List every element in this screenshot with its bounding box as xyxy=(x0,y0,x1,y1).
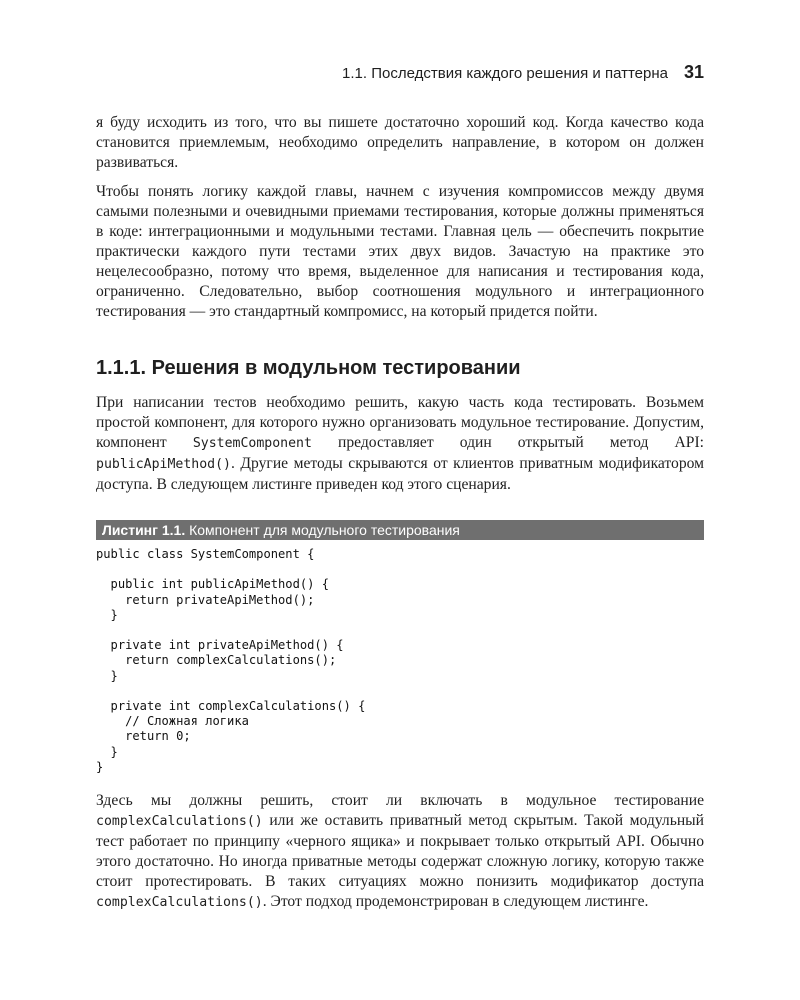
running-header xyxy=(96,62,704,88)
paragraph-3-text-1: При написании тестов необходимо решить, какую часть кода тестировать. Возьмем простой компонент, для которого нужно организовать модульное тестирование. Допустим, компонент xyxy=(96,394,704,451)
listing-title: Компонент для модульного тестирования xyxy=(189,522,460,538)
paragraph-3-text-3: . Другие методы скрываются от клиентов приватным модификатором доступа. В следующем листинге приведен код этого сценария. xyxy=(96,455,704,493)
inline-code-public-api-method: publicApiMethod() xyxy=(96,457,231,472)
paragraph-4-text-3: . Этот подход продемонстрирован в следующем листинге. xyxy=(262,893,649,910)
listing-label: Листинг 1.1. xyxy=(102,522,186,538)
code-listing: public class SystemComponent { public int publicApiMethod() { return privateApiMethod(); } private int privateApiMethod() { return complexCalculations(); } private int complexCalculations() { // Сложная логика return 0; } } xyxy=(96,547,366,774)
paragraph-4-text-1: Здесь мы должны решить, стоит ли включать в модульное тестирование xyxy=(96,792,704,809)
paragraph-4-text-2: или же оставить приватный метод скрытым. Такой модульный тест работает по принципу «черного ящика» и покрывает только открытый API. Обычно этого достаточно. Но иногда приватные методы содержат сложную логику, которую также стоит протестировать. В таких ситуациях можно понизить модификатор доступа xyxy=(96,812,704,890)
page-number: 31 xyxy=(683,62,704,82)
inline-code-system-component: SystemComponent xyxy=(192,436,312,451)
paragraph-4 xyxy=(96,791,704,913)
section-heading: 1.1.1. Решения в модульном тестировании xyxy=(96,357,521,379)
inline-code-complex-calculations: complexCalculations() xyxy=(96,814,263,829)
paragraph-2: Чтобы понять логику каждой главы, начнем с изучения компромиссов между двумя самыми полезными и очевидными приемами тестирования, которые должны применяться в коде: интеграционными и модульными тестами. Главная цель — обеспечить покрытие практически каждого пути тестами этих двух видов. Зачастую на практике это нецелесообразно, потому что время, выделенное для написания и тестирования кода, ограниченно. Следовательно, выбор соотношения модульного и интеграционного тестирования — это стандартный компромисс, на который придется пойти. xyxy=(96,183,704,320)
listing-caption xyxy=(96,520,704,540)
inline-code-complex-calculations-2: complexCalculations() xyxy=(96,895,263,910)
paragraph-3 xyxy=(96,393,704,495)
paragraph-1: я буду исходить из того, что вы пишете достаточно хороший код. Когда качество кода становится приемлемым, необходимо определить направление, в котором он должен развиваться. xyxy=(96,114,704,171)
paragraph-3-text-2: предоставляет один открытый метод API: xyxy=(311,434,704,451)
running-title: 1.1. Последствия каждого решения и паттерна xyxy=(342,65,668,82)
